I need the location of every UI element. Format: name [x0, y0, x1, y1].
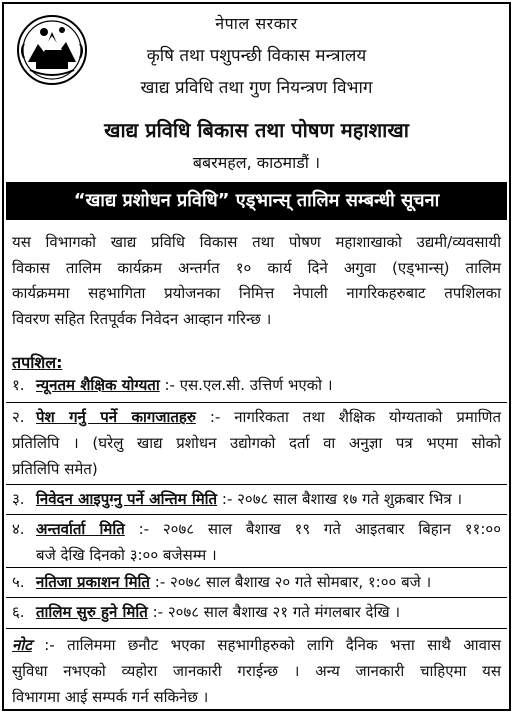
item-label: निवेदन आइपुग्नु पर्ने अन्तिम मिति — [36, 490, 218, 508]
detail-item — [12, 570, 501, 596]
intro-line: विकास तालिम कार्यक्रम अन्तर्गत १० कार्य दिने अगुवा (एड्भान्स्) तालिम — [12, 258, 501, 277]
item-row: प्रतिलिपि समेत) — [12, 459, 98, 478]
item-row — [36, 373, 501, 399]
note-row: सुविधा नभएको व्यहोरा जानकारी गराईन्छ । अन्य जानकारी चाहिएमा यस — [12, 662, 501, 680]
header-division: खाद्य प्रविधि बिकास तथा पोषण महाशाखा — [104, 118, 409, 142]
item-row — [36, 405, 501, 431]
header-address: बबरमहल, काठमाडौं । — [192, 153, 321, 172]
item-label: अन्तर्वार्ता मिति — [36, 520, 125, 538]
detail-item — [12, 600, 501, 626]
item-row — [36, 600, 501, 626]
note-section — [12, 632, 501, 710]
divider — [6, 628, 507, 629]
item-value: :- एस.एल.सी. उत्तिर्ण भएको । — [164, 376, 333, 394]
details-subheading: तपशिल: — [12, 353, 63, 372]
detail-item — [12, 373, 501, 399]
item-value: :- २०७८ साल बैशाख २१ गते मंगलबार देखि । — [152, 603, 401, 621]
divider — [6, 484, 507, 485]
item-value: :- नागरिकता तथा शैक्षिक योग्यताको प्रमाणित — [209, 408, 502, 426]
header-ministry: कृषि तथा पशुपन्छी विकास मन्त्रालय — [146, 46, 367, 66]
item-row — [36, 517, 501, 543]
divider — [6, 514, 507, 515]
detail-item — [12, 405, 501, 431]
header-government: नेपाल सरकार — [215, 14, 298, 33]
intro-line: यस विभागको खाद्य प्रविधि विकास तथा पोषण महाशाखाको उद्यमी/व्यवसायी — [12, 233, 501, 251]
header-department: खाद्य प्रविधि तथा गुण नियन्त्रण विभाग — [140, 78, 373, 98]
item-label: नतिजा प्रकाशन मिति — [36, 573, 150, 591]
detail-item-continuation — [12, 431, 501, 482]
item-value: :- २०७८ साल बैशाख १७ गते शुक्रबार भित्र । — [221, 490, 463, 508]
divider — [6, 597, 507, 598]
note-label: नोट — [12, 636, 32, 654]
item-value: :- २०७८ साल बैशाख २० गते सोमबार, १:०० बजे । — [154, 573, 432, 591]
item-number: १. — [12, 376, 25, 394]
divider — [6, 567, 507, 568]
item-label: पेश गर्नु पर्ने कागजातहरु — [36, 408, 196, 426]
note-row: विभागमा आई सम्पर्क गर्न सकिनेछ । — [12, 688, 209, 706]
notice-title-banner: “खाद्य प्रशोधन प्रविधि” एड्भान्स् तालिम सम्बन्धी सूचना — [6, 182, 507, 220]
detail-item — [12, 517, 501, 568]
item-number: २. — [12, 408, 25, 426]
item-value: :- २०७८ साल बैशाख १९ गते आइतबार बिहान ११:०० — [138, 520, 501, 538]
item-number: ५. — [12, 573, 25, 591]
item-number: ३. — [12, 490, 25, 508]
intro-line: कार्यक्रममा सहभागिता प्रयोजनका निमित्त नेपाली नागरिकहरुबाट तपशिलका — [12, 284, 501, 302]
detail-item — [12, 487, 501, 513]
note-text: :- तालिममा छनौट भएका सहभागीहरुको लागि दैनिक भत्ता साथै आवास — [44, 636, 501, 654]
intro-line: विवरण सहित रितपूर्वक निवेदन आव्हान गरिन्छ । — [12, 309, 272, 328]
item-number: ४. — [12, 520, 25, 538]
intro-paragraph — [12, 230, 501, 332]
notice-page — [2, 2, 511, 711]
divider — [6, 402, 507, 403]
item-row — [36, 487, 501, 513]
note-row — [12, 632, 501, 658]
item-row: प्रतिलिपि । (घरेलु खाद्य प्रशोधन उद्योगको दर्ता वा अनुज्ञा पत्र भएमा सोको — [12, 434, 501, 452]
item-label: न्यूनतम शैक्षिक योग्यता — [36, 376, 160, 394]
item-number: ६. — [12, 603, 25, 621]
item-row: बजे देखि दिनको ३:०० बजेसम्म । — [36, 545, 217, 564]
item-label: तालिम सुरु हुने मिति — [36, 603, 148, 621]
item-row — [36, 570, 501, 596]
